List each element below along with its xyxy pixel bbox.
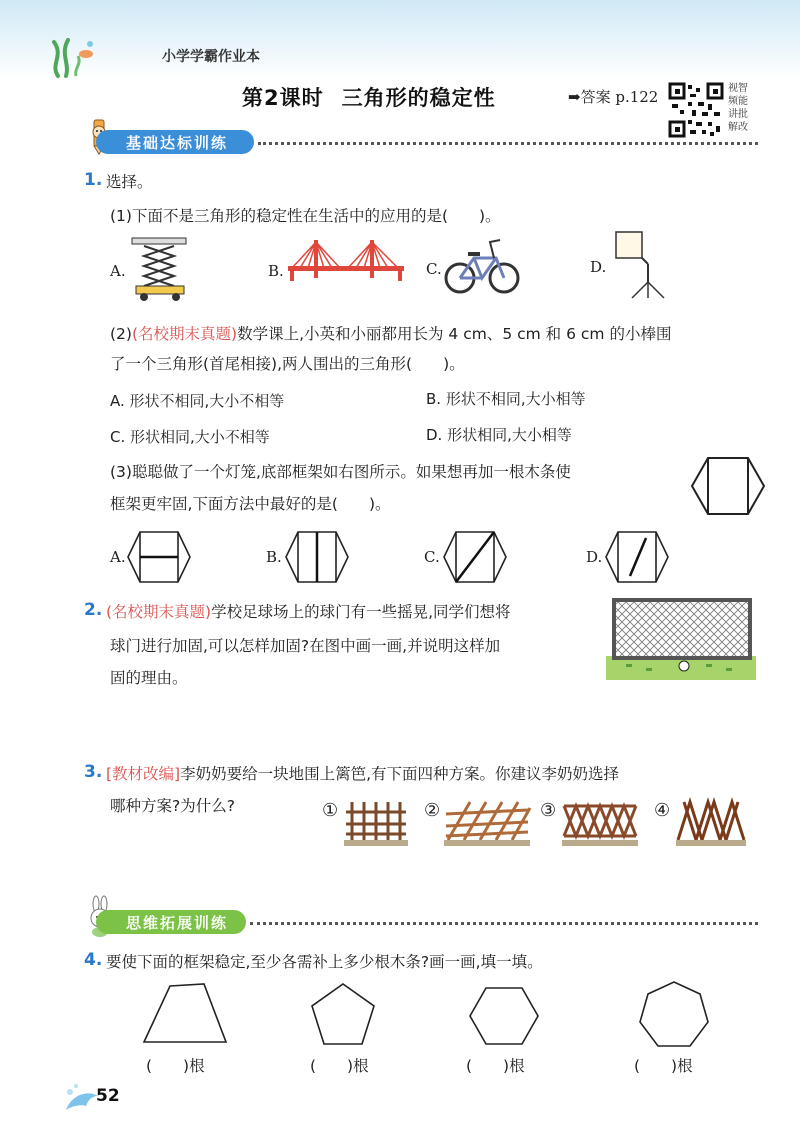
q3-text: 李奶奶要给一块地围上篱笆,有下面四种方案。你建议李奶奶选择 (180, 765, 620, 783)
video-label-line: 频能 (728, 96, 748, 107)
hexagon-icon[interactable] (468, 986, 540, 1046)
hexagon-frame-a-icon (126, 530, 192, 584)
fence-triangle-icon (562, 800, 638, 848)
option-label[interactable]: B. (268, 262, 284, 280)
section-divider (250, 922, 758, 925)
question-number: 1. (84, 170, 103, 190)
fence-square-icon (344, 800, 408, 848)
q2-line1 (106, 600, 511, 622)
hexagon-frame-d-icon (604, 530, 670, 584)
heptagon-icon[interactable] (638, 980, 710, 1048)
blank-count-2[interactable]: ( )根 (310, 1057, 369, 1075)
sub-question-text: 数学课上,小英和小丽都用长为 4 cm、5 cm 和 6 cm 的小棒围 (237, 325, 672, 343)
source-tag: [教材改编] (106, 765, 181, 783)
fence-option-label[interactable]: ④ (654, 800, 671, 821)
section-divider (258, 142, 758, 145)
option-label[interactable]: C. (424, 548, 440, 566)
video-label-line: 讲批 (728, 109, 748, 120)
option-b[interactable]: B. 形状不相同,大小相等 (426, 390, 586, 408)
answer-reference: ➡答案 p.122 (568, 88, 659, 106)
blank-count-1[interactable]: ( )根 (146, 1057, 205, 1075)
question-number: 3. (84, 762, 103, 782)
option-label[interactable]: D. (590, 258, 607, 276)
fence-crisscross-icon (676, 800, 746, 848)
option-label[interactable]: B. (266, 548, 282, 566)
header-band (0, 0, 800, 80)
fence-option-label[interactable]: ① (322, 800, 339, 821)
sub-question-3-line2: 框架更牢固,下面方法中最好的是( )。 (110, 495, 391, 513)
q3-line2: 哪种方案?为什么? (110, 797, 235, 815)
bicycle-icon (444, 234, 520, 294)
cable-bridge-icon (288, 238, 404, 282)
quadrilateral-icon[interactable] (142, 982, 228, 1046)
scissor-lift-icon (130, 236, 190, 302)
q3-line1 (106, 762, 619, 784)
seaweed-decoration-icon (40, 28, 100, 78)
sub-question-1: (1)下面不是三角形的稳定性在生活中的应用的是( )。 (110, 207, 501, 225)
qr-code-icon[interactable] (668, 82, 724, 138)
fence-option-label[interactable]: ③ (540, 800, 557, 821)
lantern-frame-icon (690, 456, 766, 516)
question-number: 2. (84, 600, 103, 620)
video-label (728, 82, 758, 134)
hexagon-frame-b-icon (284, 530, 350, 584)
hexagon-frame-c-icon (442, 530, 508, 584)
light-stand-icon (608, 228, 668, 300)
option-c[interactable]: C. 形状相同,大小不相等 (110, 428, 270, 446)
video-label-line: 解改 (728, 122, 748, 133)
option-label[interactable]: C. (426, 260, 442, 278)
book-title: 小学学霸作业本 (162, 49, 260, 65)
option-a[interactable]: A. 形状不相同,大小不相等 (110, 392, 285, 410)
fence-parallelogram-icon (444, 800, 530, 848)
q2-line2: 球门进行加固,可以怎样加固?在图中画一画,并说明这样加 (110, 637, 501, 655)
option-d[interactable]: D. 形状相同,大小相等 (426, 426, 572, 444)
sub-question-2-line1 (110, 322, 671, 344)
sub-question-2-line2: 了一个三角形(首尾相接),两人围出的三角形( )。 (110, 355, 465, 373)
section-banner-extension: 思维拓展训练 (96, 910, 246, 934)
lesson-topic: 三角形的稳定性 (341, 86, 496, 110)
source-tag: (名校期末真题) (106, 603, 212, 621)
video-label-line: 视智 (728, 83, 748, 94)
question-stem: 选择。 (106, 173, 153, 191)
section-banner-basic: 基础达标训练 (96, 130, 254, 154)
lesson-number: 第2课时 (242, 86, 324, 110)
pentagon-icon[interactable] (310, 982, 376, 1046)
question-number: 4. (84, 950, 103, 970)
fence-option-label[interactable]: ② (424, 800, 441, 821)
blank-count-3[interactable]: ( )根 (466, 1057, 525, 1075)
lesson-title (242, 82, 496, 112)
source-tag: (名校期末真题) (131, 325, 238, 343)
page-number: 52 (96, 1086, 120, 1106)
q2-line3: 固的理由。 (110, 669, 188, 687)
blank-count-4[interactable]: ( )根 (634, 1057, 693, 1075)
sub-question-3-line1: (3)聪聪做了一个灯笼,底部框架如右图所示。如果想再加一根木条使 (110, 463, 571, 481)
q4-text: 要使下面的框架稳定,至少各需补上多少根木条?画一画,填一填。 (106, 953, 543, 971)
soccer-goal-icon[interactable] (606, 598, 756, 680)
option-label[interactable]: A. (110, 548, 126, 566)
option-label[interactable]: A. (110, 262, 126, 280)
sub-question-prefix: (2) (110, 325, 132, 343)
q2-text: 学校足球场上的球门有一些摇晃,同学们想将 (211, 603, 511, 621)
option-label[interactable]: D. (586, 548, 603, 566)
